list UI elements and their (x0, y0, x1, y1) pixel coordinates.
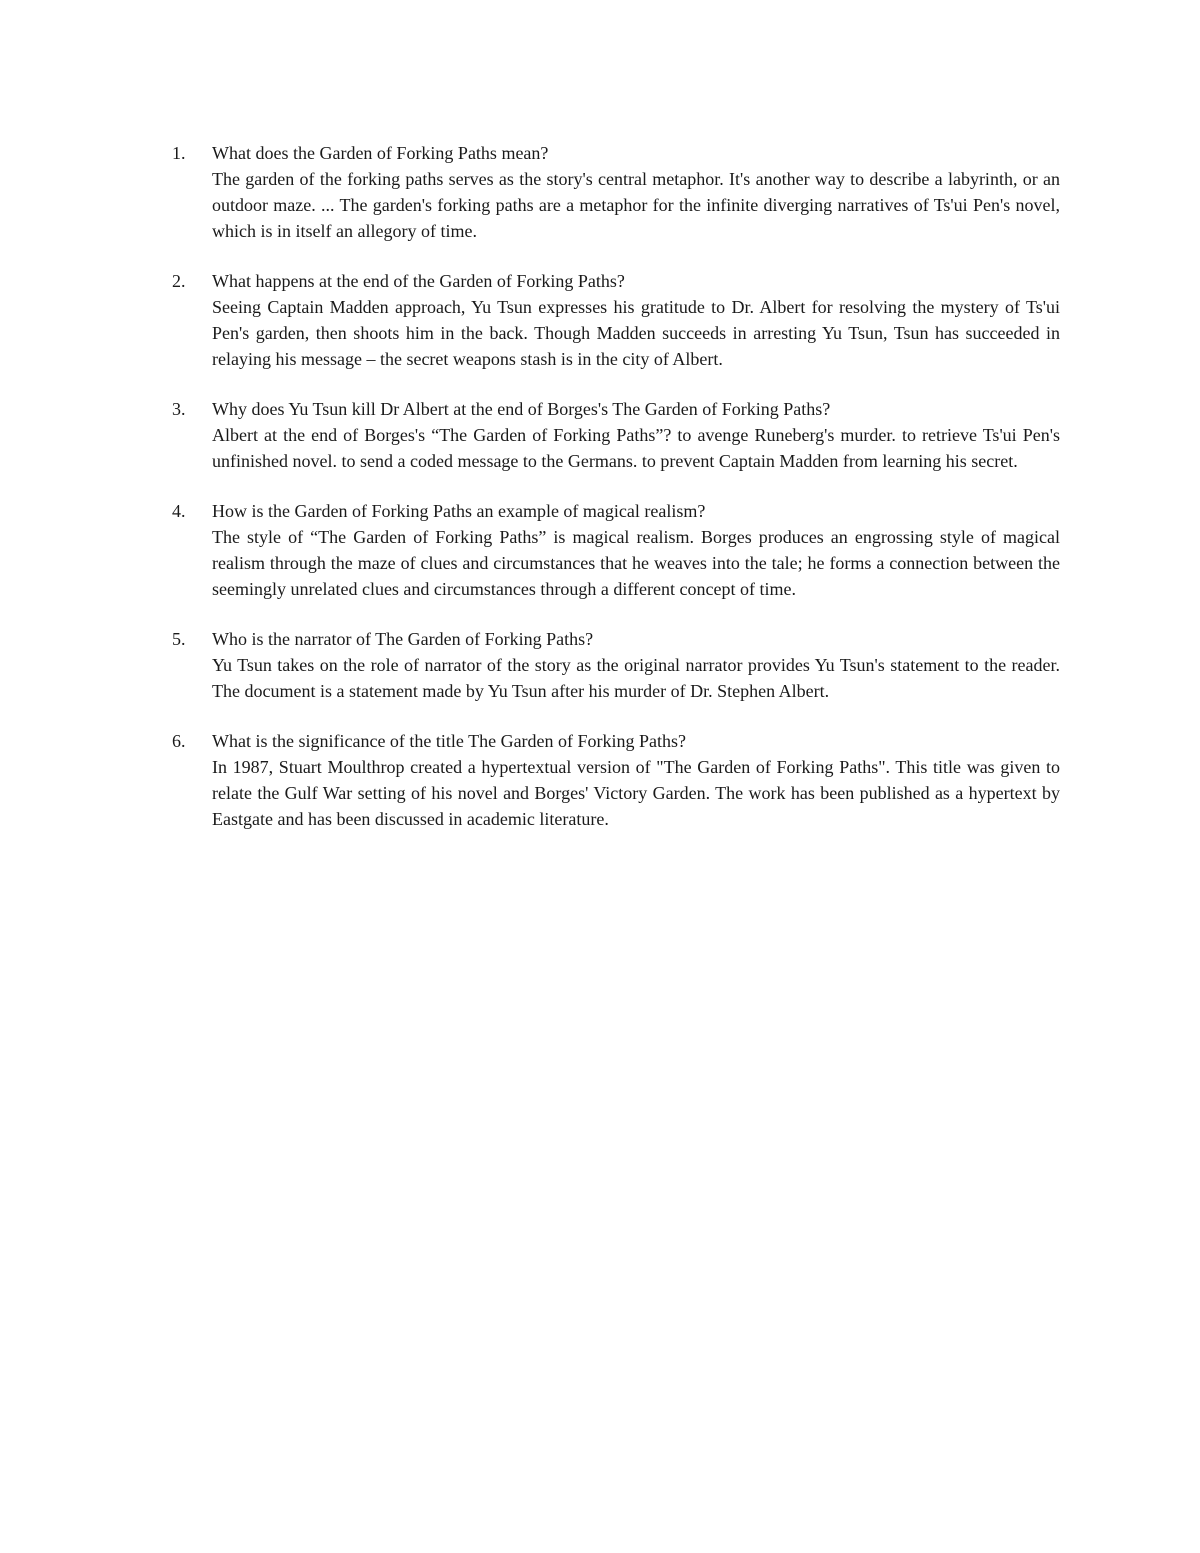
list-item (172, 268, 1060, 372)
question-text: What does the Garden of Forking Paths mean? (212, 143, 549, 163)
item-number: 6. (172, 731, 186, 751)
list-item (172, 396, 1060, 474)
item-number: 5. (172, 629, 186, 649)
question-text: Who is the narrator of The Garden of Forking Paths? (212, 629, 594, 649)
item-number: 3. (172, 399, 186, 419)
answer-text: The style of “The Garden of Forking Paths” is magical realism. Borges produces an engrossing style of magical realism through the maze of clues and circumstances that he weaves into the tale; he forms a connection between the seemingly unrelated clues and circumstances through a different concept of time. (212, 527, 1060, 599)
item-number: 2. (172, 271, 186, 291)
item-number: 1. (172, 143, 186, 163)
answer-text: In 1987, Stuart Moulthrop created a hypertextual version of "The Garden of Forking Paths". This title was given to relate the Gulf War setting of his novel and Borges' Victory Garden. The work has been published as a hypertext by Eastgate and has been discussed in academic literature. (212, 757, 1060, 829)
item-number: 4. (172, 501, 186, 521)
list-item (172, 626, 1060, 704)
list-item (172, 140, 1060, 244)
list-item (172, 728, 1060, 832)
question-text: What is the significance of the title The Garden of Forking Paths? (212, 731, 687, 751)
question-text: Why does Yu Tsun kill Dr Albert at the end of Borges's The Garden of Forking Paths? (212, 399, 831, 419)
question-text: How is the Garden of Forking Paths an example of magical realism? (212, 501, 706, 521)
answer-text: Albert at the end of Borges's “The Garden of Forking Paths”? to avenge Runeberg's murder. to retrieve Ts'ui Pen's unfinished novel. to send a coded message to the Germans. to prevent Captain Madden from learning his secret. (212, 425, 1060, 471)
question-list (172, 140, 1060, 856)
list-item (172, 498, 1060, 602)
question-text: What happens at the end of the Garden of Forking Paths? (212, 271, 625, 291)
answer-text: Yu Tsun takes on the role of narrator of the story as the original narrator provides Yu Tsun's statement to the reader. The document is a statement made by Yu Tsun after his murder of Dr. Stephen Albert. (212, 655, 1060, 701)
answer-text: The garden of the forking paths serves as the story's central metaphor. It's another way to describe a labyrinth, or an outdoor maze. ... The garden's forking paths are a metaphor for the infinite diverging narratives of Ts'ui Pen's novel, which is in itself an allegory of time. (212, 169, 1060, 241)
answer-text: Seeing Captain Madden approach, Yu Tsun expresses his gratitude to Dr. Albert for resolving the mystery of Ts'ui Pen's garden, then shoots him in the back. Though Madden succeeds in arresting Yu Tsun, Tsun has succeeded in relaying his message – the secret weapons stash is in the city of Albert. (212, 297, 1060, 369)
